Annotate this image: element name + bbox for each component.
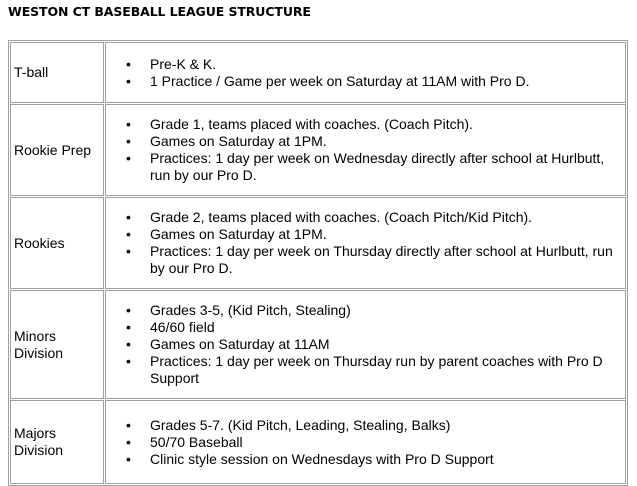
division-details-minors bbox=[105, 290, 626, 399]
table-row-majors-division bbox=[10, 400, 626, 484]
division-name-rookies: Rookies bbox=[10, 197, 104, 289]
list-item: • Practices: 1 day per week on Thursday directly after school at Hurlbutt, run by our Pro D. bbox=[150, 243, 621, 277]
table-row-tball bbox=[10, 42, 626, 103]
list-item: • 50/70 Baseball bbox=[150, 434, 621, 451]
table-row-minors-division bbox=[10, 290, 626, 399]
division-name-majors: Majors Division bbox=[10, 400, 104, 484]
bullet-list bbox=[106, 209, 621, 277]
list-item: • 1 Practice / Game per week on Saturday at 11AM with Pro D. bbox=[150, 73, 621, 90]
list-item: • Practices: 1 day per week on Wednesday directly after school at Hurlbutt, run by our Pro D. bbox=[150, 150, 621, 184]
list-item: • 46/60 field bbox=[150, 319, 621, 336]
bullet-list bbox=[106, 56, 621, 90]
bullet-list bbox=[106, 116, 621, 184]
list-item: • Games on Saturday at 1PM. bbox=[150, 226, 621, 243]
division-details-tball bbox=[105, 42, 626, 103]
league-structure-table bbox=[8, 40, 628, 486]
list-item: • Games on Saturday at 11AM bbox=[150, 336, 621, 353]
division-name-minors: Minors Division bbox=[10, 290, 104, 399]
list-item: • Grade 2, teams placed with coaches. (Coach Pitch/Kid Pitch). bbox=[150, 209, 621, 226]
division-name-rookie-prep: Rookie Prep bbox=[10, 104, 104, 196]
document-title: WESTON CT BASEBALL LEAGUE STRUCTURE bbox=[8, 4, 311, 19]
division-name-tball: T-ball bbox=[10, 42, 104, 103]
list-item: • Practices: 1 day per week on Thursday run by parent coaches with Pro D Support bbox=[150, 353, 621, 387]
bullet-list bbox=[106, 417, 621, 468]
bullet-list bbox=[106, 302, 621, 387]
table-row-rookies bbox=[10, 197, 626, 289]
list-item: • Pre-K & K. bbox=[150, 56, 621, 73]
list-item: • Grades 3-5, (Kid Pitch, Stealing) bbox=[150, 302, 621, 319]
list-item: • Grades 5-7. (Kid Pitch, Leading, Stealing, Balks) bbox=[150, 417, 621, 434]
list-item: • Games on Saturday at 1PM. bbox=[150, 133, 621, 150]
table-row-rookie-prep bbox=[10, 104, 626, 196]
list-item: • Grade 1, teams placed with coaches. (Coach Pitch). bbox=[150, 116, 621, 133]
division-details-rookies bbox=[105, 197, 626, 289]
division-details-rookie-prep bbox=[105, 104, 626, 196]
division-details-majors bbox=[105, 400, 626, 484]
list-item: • Clinic style session on Wednesdays with Pro D Support bbox=[150, 451, 621, 468]
